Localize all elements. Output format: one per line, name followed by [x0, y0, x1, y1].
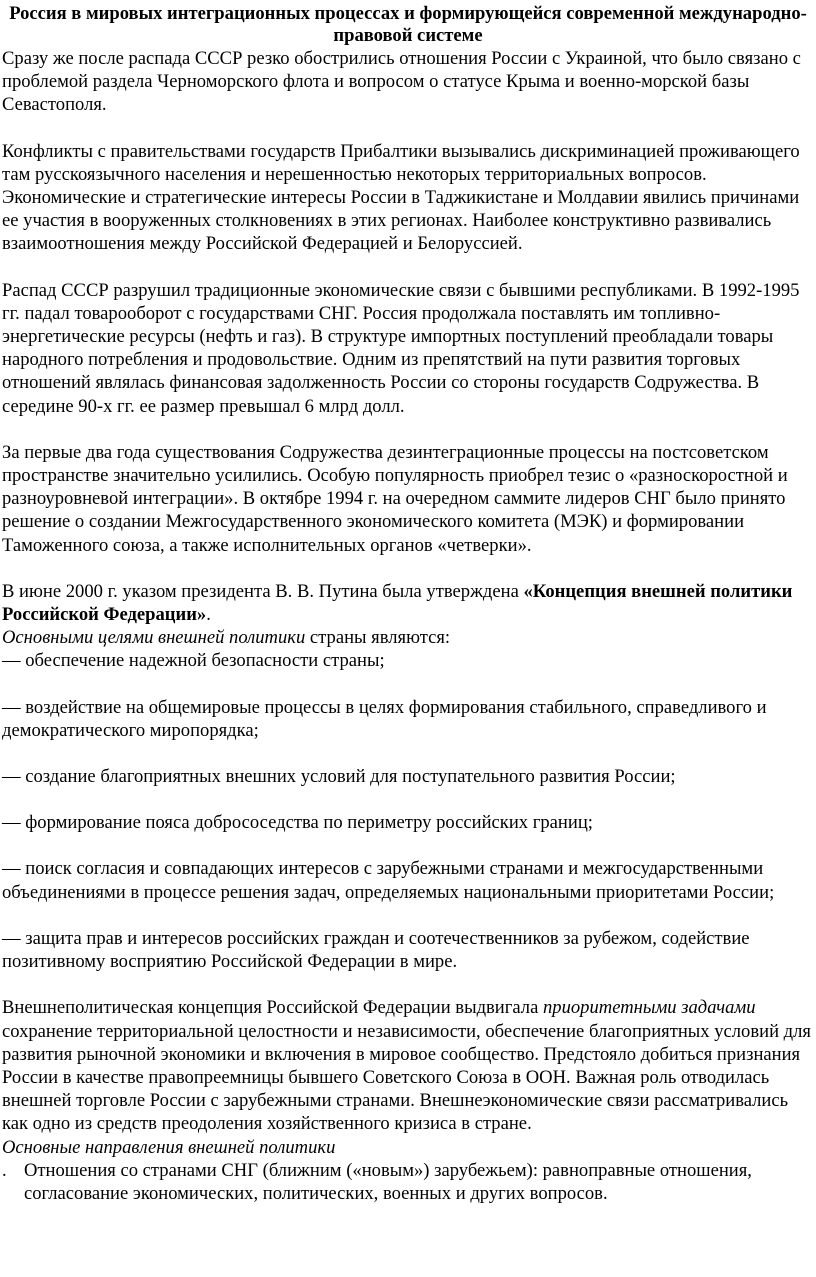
- directions-heading-italic: Основные направления внешней политики: [2, 1136, 336, 1158]
- concept-tail: .: [206, 604, 211, 626]
- goal-item: — поиск согласия и совпадающих интересов с зарубежными странами и межгосударственными объединениями в процессе решения задач, определяемых национальными приоритетами России;: [2, 858, 775, 903]
- priorities-lead: Внешнеполитическая концепция Российской Федерации выдвигала: [2, 997, 543, 1019]
- priorities-italic: приоритетными задачами: [542, 997, 756, 1019]
- goals-intro: [2, 626, 814, 649]
- document-title: Россия в мировых интеграционных процессах и формирующейся современной международно-правовой системе: [9, 3, 807, 46]
- concept-lead-text: В июне 2000 г. указом президента В. В. Путина была утверждена: [2, 580, 524, 602]
- direction-item: [2, 1159, 814, 1205]
- goal-item: — воздействие на общемировые процессы в целях формирования стабильного, справедливого и демократического миропорядка;: [2, 696, 767, 741]
- paragraph-concept-2000: [2, 580, 814, 626]
- paragraph-ukraine: Сразу же после распада СССР резко обострились отношения России с Украиной, что было связано с проблемой раздела Черноморского флота и вопросом о статусе Крыма и военно-морской базы Севастополя.: [2, 48, 801, 116]
- direction-item-text: Отношения со странами СНГ (ближним («новым») зарубежьем): равноправные отношения, согласование экономических, политических, военных и других вопросов.: [24, 1159, 752, 1204]
- directions-heading: [2, 1136, 814, 1159]
- concept-title-bold: «Концепция внешней политики Российской Федерации»: [2, 580, 793, 626]
- paragraph-priorities: [2, 996, 814, 1135]
- directions-list: [2, 1159, 814, 1205]
- goals-intro-rest: страны являются:: [305, 627, 451, 649]
- goal-item: — обеспечение надежной безопасности страны;: [2, 650, 385, 672]
- goal-item: — создание благоприятных внешних условий для поступательного развития России;: [2, 766, 676, 788]
- paragraph-baltics: Конфликты с правительствами государств Прибалтики вызывались дискриминацией проживающего там русскоязычного населения и нерешенностью некоторых территориальных вопросов. Экономические и стратегические интересы России в Таджикистане и Молдавии явились причинами ее участия в вооруженных столкновениях в этих регионах. Наиболее конструктивно развивались взаимоотношения между Российской Федерацией и Белоруссией.: [2, 140, 800, 255]
- goals-intro-italic: Основными целями внешней политики: [2, 627, 306, 649]
- direction-item-marker: .: [2, 1159, 7, 1181]
- goal-item: — защита прав и интересов российских граждан и соотечественников за рубежом, содействие позитивному восприятию Российской Федерации в мире.: [2, 927, 750, 973]
- priorities-rest: сохранение территориальной целостности и независимости, обеспечение благоприятных условий для развития рыночной экономики и включения в мировое сообщество. Предстояло добиться признания России в качестве правопреемницы бывшего Советского Союза в ООН. Важная роль отводилась внешней торговле России с зарубежными странами. Внешнеэкономические связи рассматривались как одно из средств преодоления хозяйственного кризиса в стране.: [2, 1020, 811, 1135]
- goal-item: — формирование пояса добрососедства по периметру российских границ;: [2, 812, 593, 834]
- paragraph-cis-integration: За первые два года существования Содружества дезинтеграционные процессы на постсоветском пространстве значительно усилились. Особую популярность приобрел тезис о «разноскоростной и разноуровневой интеграции». В октябре 1994 г. на очередном саммите лидеров СНГ было принято решение о создании Межгосударственного экономического комитета (МЭК) и формировании Таможенного союза, а также исполнительных органов «четверки».: [2, 441, 788, 556]
- paragraph-economy: Распад СССР разрушил традиционные экономические связи с бывшими республиками. В 1992-1995 гг. падал товарооборот с государствами СНГ. Россия продолжала поставлять им топливно-энергетические ресурсы (нефть и газ). В структуре импортных поступлений преобладали товары народного потребления и продовольствие. Одним из препятствий на пути развития торговых отношений являлась финансовая задолженность России со стороны государств Содружества. В середине 90-х гг. ее размер превышал 6 млрд долл.: [2, 279, 800, 417]
